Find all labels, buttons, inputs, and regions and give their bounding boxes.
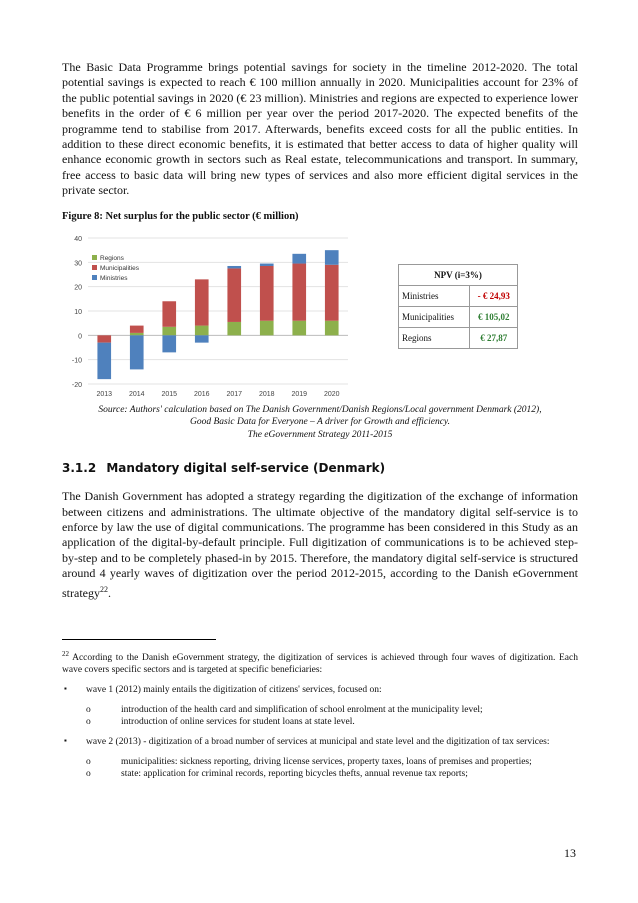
bar-municipalities — [325, 264, 339, 320]
bar-ministries — [162, 335, 176, 352]
bar-ministries — [130, 335, 144, 369]
legend-label: Municipalities — [100, 264, 140, 272]
square-bullet-icon: ▪ — [64, 736, 67, 746]
x-tick-label: 2019 — [291, 390, 308, 398]
sub-list-item — [86, 704, 578, 716]
bar-municipalities — [130, 325, 144, 332]
npv-value: - € 24,93 — [470, 285, 518, 306]
page-content — [62, 60, 578, 788]
bar-regions — [195, 325, 209, 335]
npv-table — [398, 264, 518, 349]
npv-row — [399, 306, 518, 327]
footnote-list — [62, 684, 578, 780]
sub-item-text: introduction of online services for student loans at state level. — [121, 717, 355, 728]
footnote-divider — [62, 639, 216, 640]
net-surplus-chart — [62, 232, 352, 402]
circle-bullet-icon: o — [86, 757, 91, 768]
list-item — [62, 684, 578, 728]
bar-regions — [260, 320, 274, 335]
npv-label: Regions — [399, 327, 470, 348]
bar-ministries — [227, 266, 241, 268]
danish-end: . — [108, 585, 111, 600]
sub-list-item — [86, 756, 578, 768]
x-tick-label: 2018 — [258, 390, 275, 398]
list-item-text: wave 2 (2013) - digitization of a broad number of services at municipal and state level and the digitization of tax services: — [86, 737, 550, 748]
bar-ministries — [292, 253, 306, 263]
bar-regions — [292, 320, 306, 335]
bar-municipalities — [292, 263, 306, 320]
sub-list — [86, 704, 578, 728]
legend-label: Regions — [100, 254, 124, 262]
bar-municipalities — [195, 279, 209, 325]
legend-swatch — [92, 265, 97, 270]
npv-label: Ministries — [399, 285, 470, 306]
x-tick-label: 2017 — [226, 390, 243, 398]
footnote — [62, 648, 578, 676]
legend-swatch — [92, 255, 97, 260]
section-number: 3.1.2 — [62, 461, 97, 476]
x-tick-label: 2013 — [96, 390, 113, 398]
source-line: The eGovernment Strategy 2011-2015 — [247, 429, 393, 440]
circle-bullet-icon: o — [86, 705, 91, 716]
npv-row — [399, 285, 518, 306]
circle-bullet-icon: o — [86, 769, 91, 780]
sub-item-text: municipalities: sickness reporting, driving license services, property taxes, loans of premises and properties; — [121, 757, 532, 768]
bar-ministries — [260, 263, 274, 265]
bar-regions — [162, 326, 176, 335]
y-tick-label: -10 — [71, 357, 82, 365]
danish-text: The Danish Government has adopted a strategy regarding the digitization of the exchange of information between citizens and administrations. The ultimate objective of the mandatory digital self-service is to enforce by law the use of digital communications. The programme has been considered in this Study as an application of the digital-by-default principle. Full digitization of communications is to be achieved step-by-step and to be completely phased-in by 2015. Therefore, the mandatory digital self-service is structured around 4 yearly waves of digitization over the period 2012-2015, according to the Danish eGovernment strategy — [62, 489, 578, 600]
figure-source — [62, 404, 578, 442]
x-tick-label: 2015 — [161, 390, 178, 398]
npv-label: Municipalities — [399, 306, 470, 327]
y-tick-label: 0 — [78, 332, 82, 340]
circle-bullet-icon: o — [86, 717, 91, 728]
bar-ministries — [97, 342, 111, 379]
y-tick-label: 10 — [74, 308, 82, 316]
x-tick-label: 2014 — [128, 390, 145, 398]
bar-regions — [227, 322, 241, 335]
npv-row — [399, 327, 518, 348]
y-tick-label: 40 — [74, 235, 82, 243]
sub-list — [86, 756, 578, 780]
npv-value: € 27,87 — [470, 327, 518, 348]
bar-regions — [130, 333, 144, 335]
bar-regions — [325, 320, 339, 335]
list-item — [62, 736, 578, 780]
bar-municipalities — [97, 335, 111, 342]
intro-paragraph: The Basic Data Programme brings potential savings for society in the timeline 2012-2020. The total potential savings is expected to reach € 100 million annually in 2020. Municipalities account for 23% of the public potential savings in 2020 (€ 23 million). Ministries and regions are expected to experience lower benefits in the order of € 6 million per year over the period 2017-2020. The expected benefits of the programme tend to stabilise from 2017. Afterwards, benefits exceed costs for all the public entities. In addition to these direct economic benefits, it is estimated that better access to data of higher quality will enhance economic growth in sectors such as Real estate, telecommunications and transport. In summary, free access to basic data will bring new types of services and also more efficient digital services in the private sector. — [62, 60, 578, 198]
figure-caption: Figure 8: Net surplus for the public sector (€ million) — [62, 210, 299, 222]
square-bullet-icon: ▪ — [64, 684, 67, 694]
list-item-text: wave 1 (2012) mainly entails the digitization of citizens' services, focused on: — [86, 685, 382, 696]
figure-8 — [62, 232, 578, 402]
y-tick-label: -20 — [71, 381, 82, 389]
y-tick-label: 20 — [74, 284, 82, 292]
bar-municipalities — [260, 266, 274, 321]
sub-item-text: state: application for criminal records, reporting bicycles thefts, annual revenue tax reports; — [121, 769, 468, 780]
x-tick-label: 2016 — [193, 390, 210, 398]
footnote-number: 22 — [62, 650, 69, 658]
danish-paragraph — [62, 489, 578, 601]
section-heading — [62, 461, 578, 475]
page-number: 13 — [564, 846, 576, 860]
section-title: Mandatory digital self-service (Denmark) — [106, 461, 386, 476]
npv-header: NPV (i=3%) — [399, 264, 518, 285]
source-line: Source: Authors' calculation based on The Danish Government/Danish Regions/Local government Denmark (2012), — [98, 404, 542, 415]
bar-municipalities — [162, 301, 176, 327]
legend-label: Ministries — [100, 274, 128, 282]
sub-list-item — [86, 768, 578, 780]
bar-municipalities — [227, 268, 241, 322]
y-tick-label: 30 — [74, 259, 82, 267]
npv-value: € 105,02 — [470, 306, 518, 327]
x-tick-label: 2020 — [323, 390, 340, 398]
legend-swatch — [92, 275, 97, 280]
bar-ministries — [325, 250, 339, 265]
bar-ministries — [195, 335, 209, 342]
footnote-text: According to the Danish eGovernment strategy, the digitization of services is achieved through four waves of digitization. Each wave covers specific sectors and is targeted at specific beneficiaries: — [62, 653, 578, 676]
footnote-ref[interactable]: 22 — [100, 584, 108, 594]
source-line: Good Basic Data for Everyone – A driver for Growth and efficiency. — [190, 417, 450, 428]
sub-item-text: introduction of the health card and simplification of school enrolment at the municipality level; — [121, 705, 483, 716]
sub-list-item — [86, 716, 578, 728]
